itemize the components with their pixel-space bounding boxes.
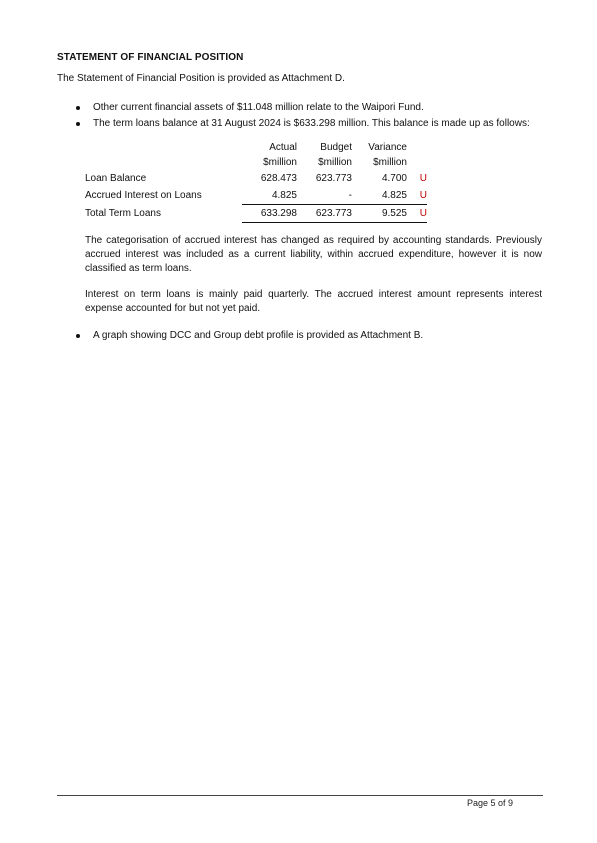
row-label: Accrued Interest on Loans [85,190,202,202]
header-budget-unit: $million [318,157,352,168]
table-row [85,170,427,187]
variance-flag: U [407,205,427,223]
variance-flag: U [419,173,427,184]
row-label: Total Term Loans [85,208,161,219]
page-number: Page 5 of 9 [466,798,513,808]
row-budget: - [348,190,352,201]
header-variance-unit: $million [373,157,407,168]
header-variance: Variance [368,142,407,153]
row-label: Loan Balance [85,173,147,184]
row-variance: 9.525 [352,205,407,223]
row-actual: 633.298 [242,205,297,223]
intro-text: The Statement of Financial Position is provided as Attachment D. [57,73,345,84]
bullet-item-debt-profile: A graph showing DCC and Group debt profile is provided as Attachment B. [57,328,542,344]
variance-flag: U [419,190,427,201]
paragraph-accrued-interest-categorisation: The categorisation of accrued interest has changed as required by accounting standards. Previously accrued interest was included as a current liability, within accrued expenditure, however it is now classified as term loans. [85,235,542,274]
header-budget: Budget [320,142,352,153]
row-budget: 623.773 [315,173,352,184]
section-heading: STATEMENT OF FINANCIAL POSITION [57,52,244,63]
bullet-list [57,100,542,132]
header-actual: Actual [269,142,297,153]
bullet-list-after [57,328,542,344]
term-loans-table [85,140,427,223]
row-actual: 4.825 [271,190,297,201]
row-actual: 628.473 [260,173,297,184]
row-variance: 4.825 [381,190,407,201]
row-budget: 623.773 [297,205,352,223]
paragraph-interest-payment: Interest on term loans is mainly paid quarterly. The accrued interest amount represents interest expense accounted for but not yet paid. [85,289,542,314]
header-actual-unit: $million [263,157,297,168]
row-variance: 4.700 [381,173,407,184]
table-row-total [85,205,427,223]
table-header-row-1 [85,140,427,155]
bullet-item-term-loans: The term loans balance at 31 August 2024 is $633.298 million. This balance is made up as follows: [57,116,542,132]
bullet-item-waipori-fund: Other current financial assets of $11.048 million relate to the Waipori Fund. [57,100,542,116]
table-header-row-2 [85,155,427,170]
table-row [85,187,427,205]
footer-divider [57,795,543,796]
